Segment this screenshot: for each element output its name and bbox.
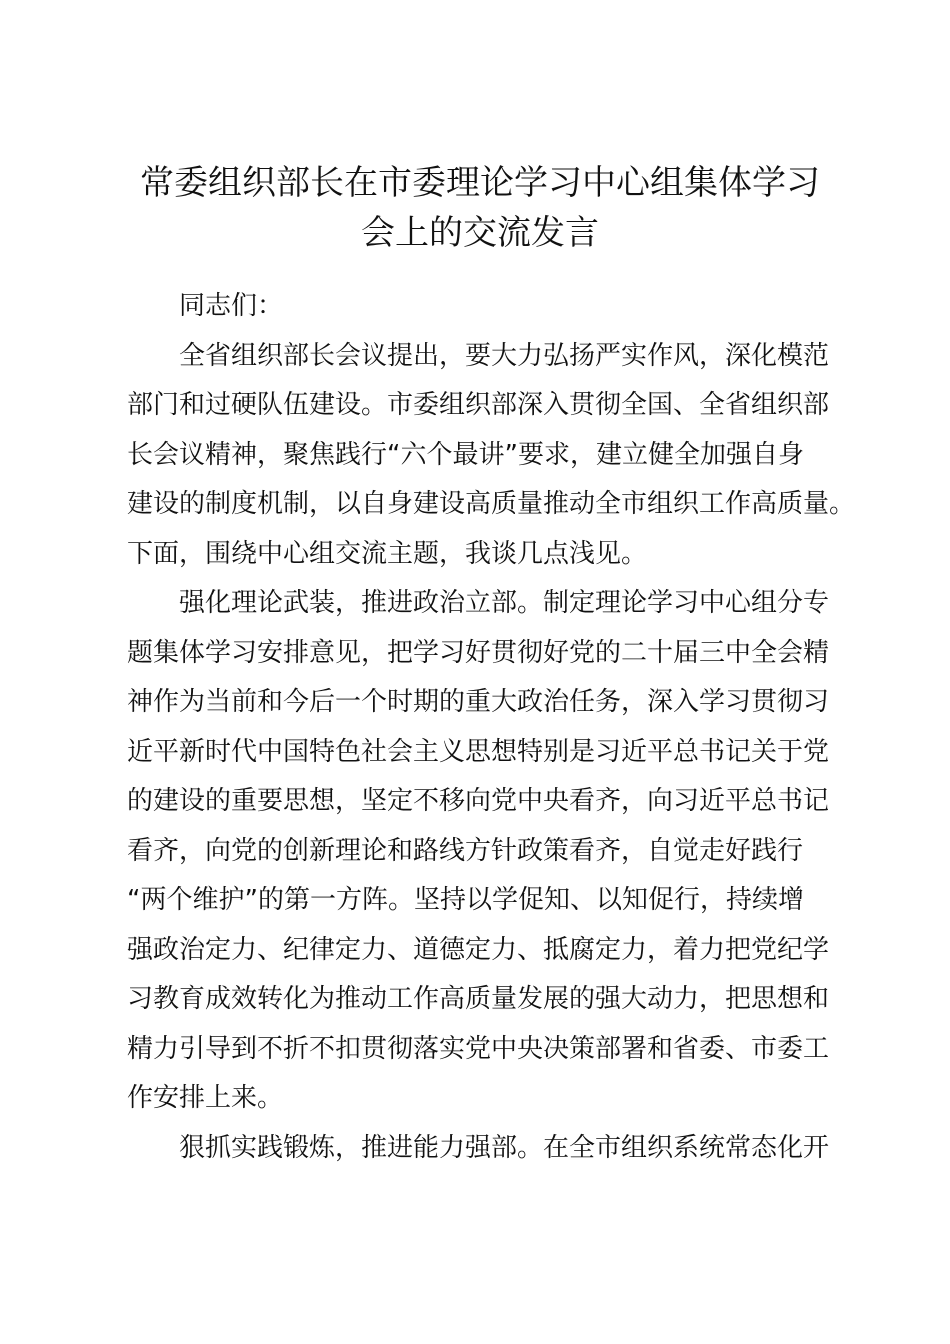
paragraph-theory [127, 579, 852, 1124]
paragraph-line: 的建设的重要思想，坚定不移向党中央看齐，向习近平总书记 [127, 786, 830, 816]
paragraph-line: 狠抓实践锻炼，推进能力强部。在全市组织系统常态化开 [179, 1132, 830, 1163]
paragraph-line: 全省组织部长会议提出，要大力弘扬严实作风，深化模范 [179, 340, 830, 371]
paragraph-line: 建设的制度机制，以自身建设高质量推动全市组织工作高质量。 [127, 489, 856, 519]
salutation-line: 同志们： [179, 291, 284, 321]
paragraph-intro [127, 332, 856, 580]
paragraph-practice [127, 1124, 852, 1174]
paragraph-line: 强化理论武装，推进政治立部。制定理论学习中心组分专 [179, 588, 830, 618]
paragraph-line: 近平新时代中国特色社会主义思想特别是习近平总书记关于党 [127, 736, 830, 767]
paragraph-line: 题集体学习安排意见，把学习好贯彻好党的二十届三中全会精 [127, 637, 830, 668]
paragraph-line: 长会议精神，聚焦践行“六个最讲”要求，建立健全加强自身 [127, 439, 804, 470]
paragraph-line: 精力引导到不折不扣贯彻落实党中央决策部署和省委、市委工 [127, 1033, 830, 1064]
paragraph-line: 部门和过硬队伍建设。市委组织部深入贯彻全国、全省组织部 [127, 390, 830, 420]
paragraph-line: 下面，围绕中心组交流主题，我谈几点浅见。 [127, 538, 648, 569]
document-title-line-2: 会上的交流发言 [361, 213, 599, 253]
paragraph-line: 神作为当前和今后一个时期的重大政治任务，深入学习贯彻习 [127, 687, 830, 717]
paragraph-line: 习教育成效转化为推动工作高质量发展的强大动力，把思想和 [127, 984, 830, 1014]
paragraph-line: 看齐，向党的创新理论和路线方针政策看齐，自觉走好践行 [127, 835, 804, 866]
document-body [127, 282, 856, 1173]
paragraph-line: “两个维护”的第一方阵。坚持以学促知、以知促行，持续增 [127, 885, 804, 915]
salutation [127, 282, 852, 332]
document-title-line-1: 常委组织部长在市委理论学习中心组集体学习 [140, 163, 820, 203]
paragraph-line: 作安排上来。 [127, 1083, 284, 1113]
paragraph-line: 强政治定力、纪律定力、道德定力、抵腐定力，着力把党纪学 [127, 934, 830, 965]
